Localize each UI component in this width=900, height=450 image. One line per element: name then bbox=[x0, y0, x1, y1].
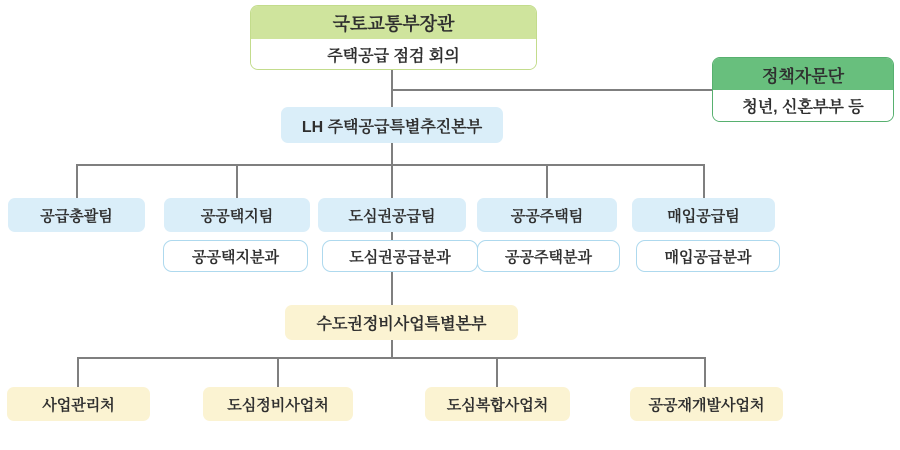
advisory-box bbox=[712, 57, 894, 122]
advisory-members-label: 청년, 신혼부부 등 bbox=[713, 90, 893, 121]
office-box-3: 공공재개발사업처 bbox=[630, 387, 783, 421]
connector-line bbox=[77, 357, 79, 387]
connector-line bbox=[277, 357, 279, 387]
connector-line bbox=[704, 357, 706, 387]
connector-line bbox=[391, 89, 712, 91]
division-box-3: 매입공급분과 bbox=[636, 240, 780, 272]
connector-line bbox=[391, 232, 393, 240]
office-box-1: 도심정비사업처 bbox=[203, 387, 353, 421]
advisory-title: 정책자문단 bbox=[713, 58, 893, 90]
connector-line bbox=[236, 164, 238, 198]
connector-line bbox=[546, 164, 548, 198]
connector-line bbox=[703, 164, 705, 198]
team-box-0: 공급총괄팀 bbox=[8, 198, 145, 232]
connector-line bbox=[391, 272, 393, 305]
connector-line bbox=[391, 164, 393, 198]
lh-headquarters-box: LH 주택공급특별추진본부 bbox=[281, 107, 503, 143]
division-box-0: 공공택지분과 bbox=[163, 240, 308, 272]
minister-title: 국토교통부장관 bbox=[251, 6, 536, 39]
team-box-2: 도심권공급팀 bbox=[318, 198, 466, 232]
office-box-2: 도심복합사업처 bbox=[425, 387, 570, 421]
connector-line bbox=[391, 340, 393, 358]
team-box-4: 매입공급팀 bbox=[632, 198, 775, 232]
connector-line bbox=[391, 143, 393, 166]
team-box-3: 공공주택팀 bbox=[477, 198, 617, 232]
connector-line bbox=[496, 357, 498, 387]
division-box-1: 도심권공급분과 bbox=[322, 240, 478, 272]
office-box-0: 사업관리처 bbox=[7, 387, 150, 421]
connector-line bbox=[76, 164, 78, 198]
connector-line bbox=[77, 357, 706, 359]
team-box-1: 공공택지팀 bbox=[164, 198, 310, 232]
division-box-2: 공공주택분과 bbox=[477, 240, 620, 272]
metro-headquarters-box: 수도권정비사업특별본부 bbox=[285, 305, 518, 340]
minister-meeting-label: 주택공급 점검 회의 bbox=[251, 39, 536, 69]
minister-box bbox=[250, 5, 537, 70]
